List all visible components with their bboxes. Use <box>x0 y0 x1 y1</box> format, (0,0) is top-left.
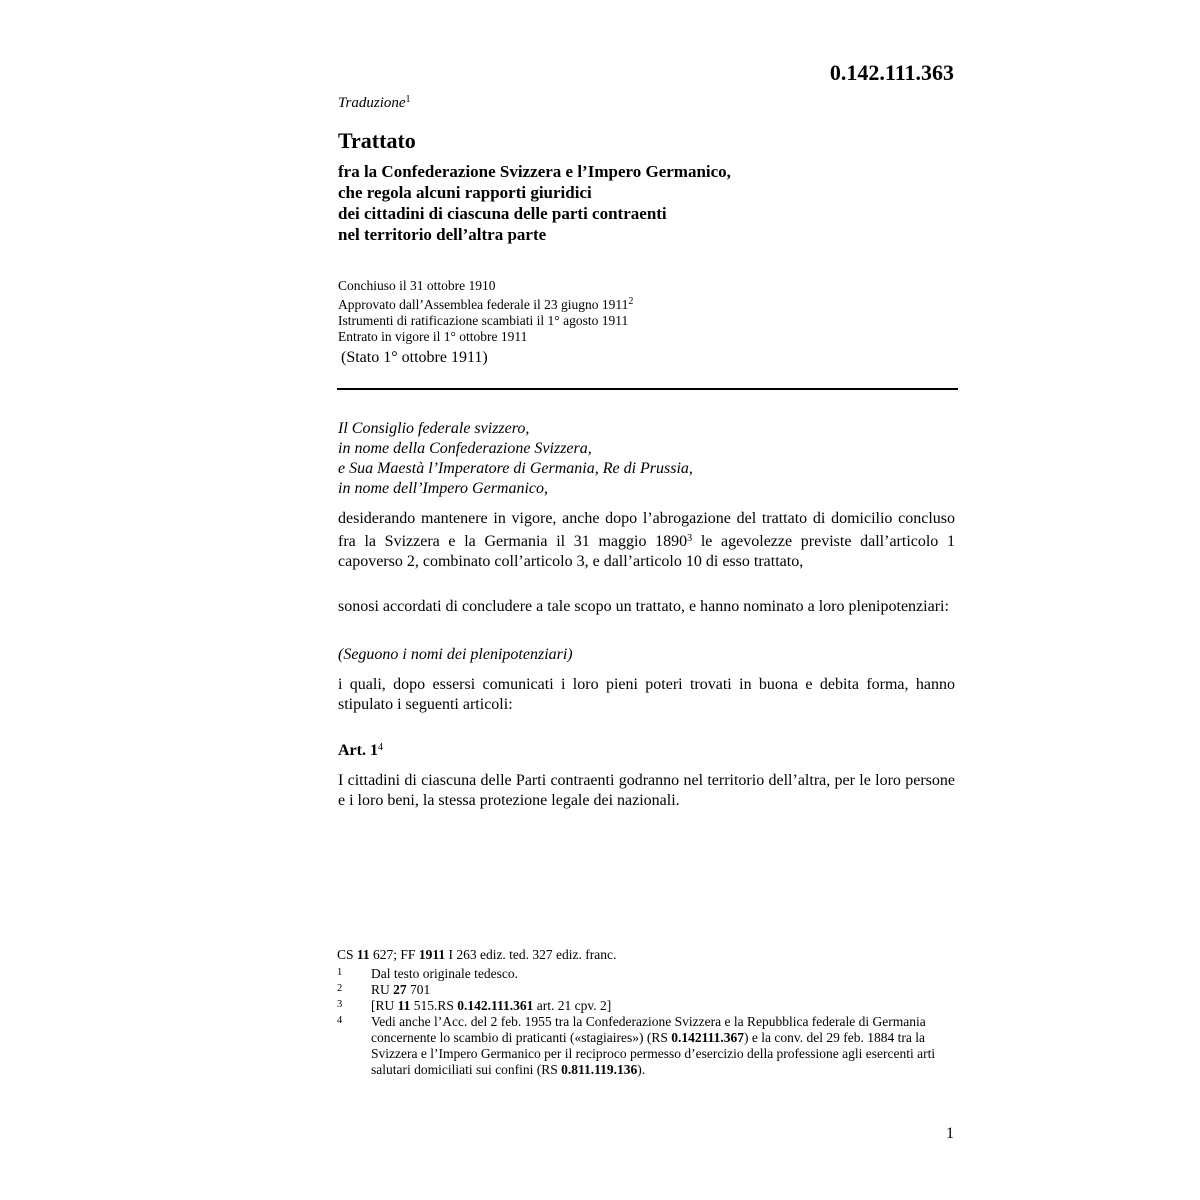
date-ratification: Istrumenti di ratificazione scambiati il 1° agosto 1911 <box>338 313 629 328</box>
footnote-item <box>337 966 957 982</box>
header-divider <box>337 388 958 390</box>
document-subtitle <box>338 161 731 245</box>
preamble-line: in nome della Confederazione Svizzera, <box>338 440 592 457</box>
footnote-number: 3 <box>337 999 343 1010</box>
preamble-line: e Sua Maestà l’Imperatore di Germania, Re di Prussia, <box>338 460 693 477</box>
footnote-number: 1 <box>337 967 343 978</box>
footnote-ref-4[interactable]: 4 <box>377 742 383 753</box>
footnote-list <box>337 966 957 1078</box>
page-number: 1 <box>946 1125 954 1142</box>
status-date: (Stato 1° ottobre 1911) <box>341 349 488 366</box>
footnote-number: 4 <box>337 1015 343 1026</box>
treaty-dates <box>338 278 633 345</box>
footnote-item <box>337 998 957 1014</box>
document-title: Trattato <box>338 128 416 153</box>
paragraph-plenipotentiaries: (Seguono i nomi dei plenipotenziari) <box>338 646 573 663</box>
sr-link[interactable]: 0.142111.367 <box>671 1030 745 1045</box>
date-approved: Approvato dall’Assemblea federale il 23 giugno 1911$^2$ <box>338 296 634 312</box>
footnote-ref-1[interactable]: 1 <box>405 94 411 105</box>
translation-label: Traduzione$^1$ <box>338 94 411 111</box>
article-text: I cittadini di ciascuna delle Parti contraenti godranno nel territorio dell’altra, per le loro persone e i loro beni, la stessa protezione legale dei nazionali. <box>338 772 955 809</box>
sr-link[interactable]: 0.142.111.361 <box>457 998 534 1013</box>
sr-number: 0.142.111.363 <box>829 60 954 85</box>
footnote-text: Dal testo originale tedesco. <box>371 966 518 981</box>
subtitle-line: dei cittadini di ciascuna delle parti contraenti <box>338 204 667 223</box>
paragraph-desire: desiderando mantenere in vigore, anche dopo l’abrogazione del trattato di domicilio concluso fra la Svizzera e la Germania il 31 maggio 1890$^3$ le agevolezze previste dall’articolo 1 capoverso 2, combinato coll’articolo 3, e dall’articolo 10 di esso trattato, <box>338 510 955 570</box>
footnote-number: 2 <box>337 983 343 994</box>
subtitle-line: che regola alcuni rapporti giuridici <box>338 183 592 202</box>
footnote-item <box>337 1014 957 1078</box>
footnote-ref-2[interactable]: 2 <box>628 296 634 307</box>
preamble-line: in nome dell’Impero Germanico, <box>338 480 549 497</box>
footnote-text: Vedi anche l’Acc. del 2 feb. 1955 tra la Confederazione Svizzera e la Repubblica federale di Germania concernente lo scambio di praticanti («stagiaires») (RS 0.142111.367) e la conv. del 29 feb. 1884 tra la Svizzera e l’Impero Germanico per il reciproco permesso d’esercizio della professione agli esercenti arti salutari domiciliati sui confini (RS 0.811.119.136). <box>371 1014 936 1077</box>
footnote-text: RU 27 701 <box>371 982 431 997</box>
paragraph-stipulated: i quali, dopo essersi comunicati i loro pieni poteri trovati in buona e debita forma, hanno stipulato i seguenti articoli: <box>338 676 955 713</box>
preamble <box>338 419 955 499</box>
date-concluded: Conchiuso il 31 ottobre 1910 <box>338 278 496 293</box>
footnote-text: [RU 11 515.RS 0.142.111.361 art. 21 cpv. 2] <box>371 998 612 1013</box>
date-in-force: Entrato in vigore il 1° ottobre 1911 <box>338 329 528 344</box>
paragraph-agreed: sonosi accordati di concludere a tale scopo un trattato, e hanno nominato a loro plenipotenziari: <box>338 598 949 615</box>
sr-link[interactable]: 0.811.119.136 <box>561 1062 638 1077</box>
footnote-item <box>337 982 957 998</box>
subtitle-line: fra la Confederazione Svizzera e l’Impero Germanico, <box>338 162 731 181</box>
article-heading: Art. 1$^4$ <box>338 742 383 759</box>
subtitle-line: nel territorio dell’altra parte <box>338 225 547 244</box>
footnote-ref-3[interactable]: 3 <box>687 533 693 544</box>
source-citation: CS 11 627; FF 1911 I 263 ediz. ted. 327 ediz. franc. <box>337 947 617 962</box>
preamble-line: Il Consiglio federale svizzero, <box>338 420 530 437</box>
